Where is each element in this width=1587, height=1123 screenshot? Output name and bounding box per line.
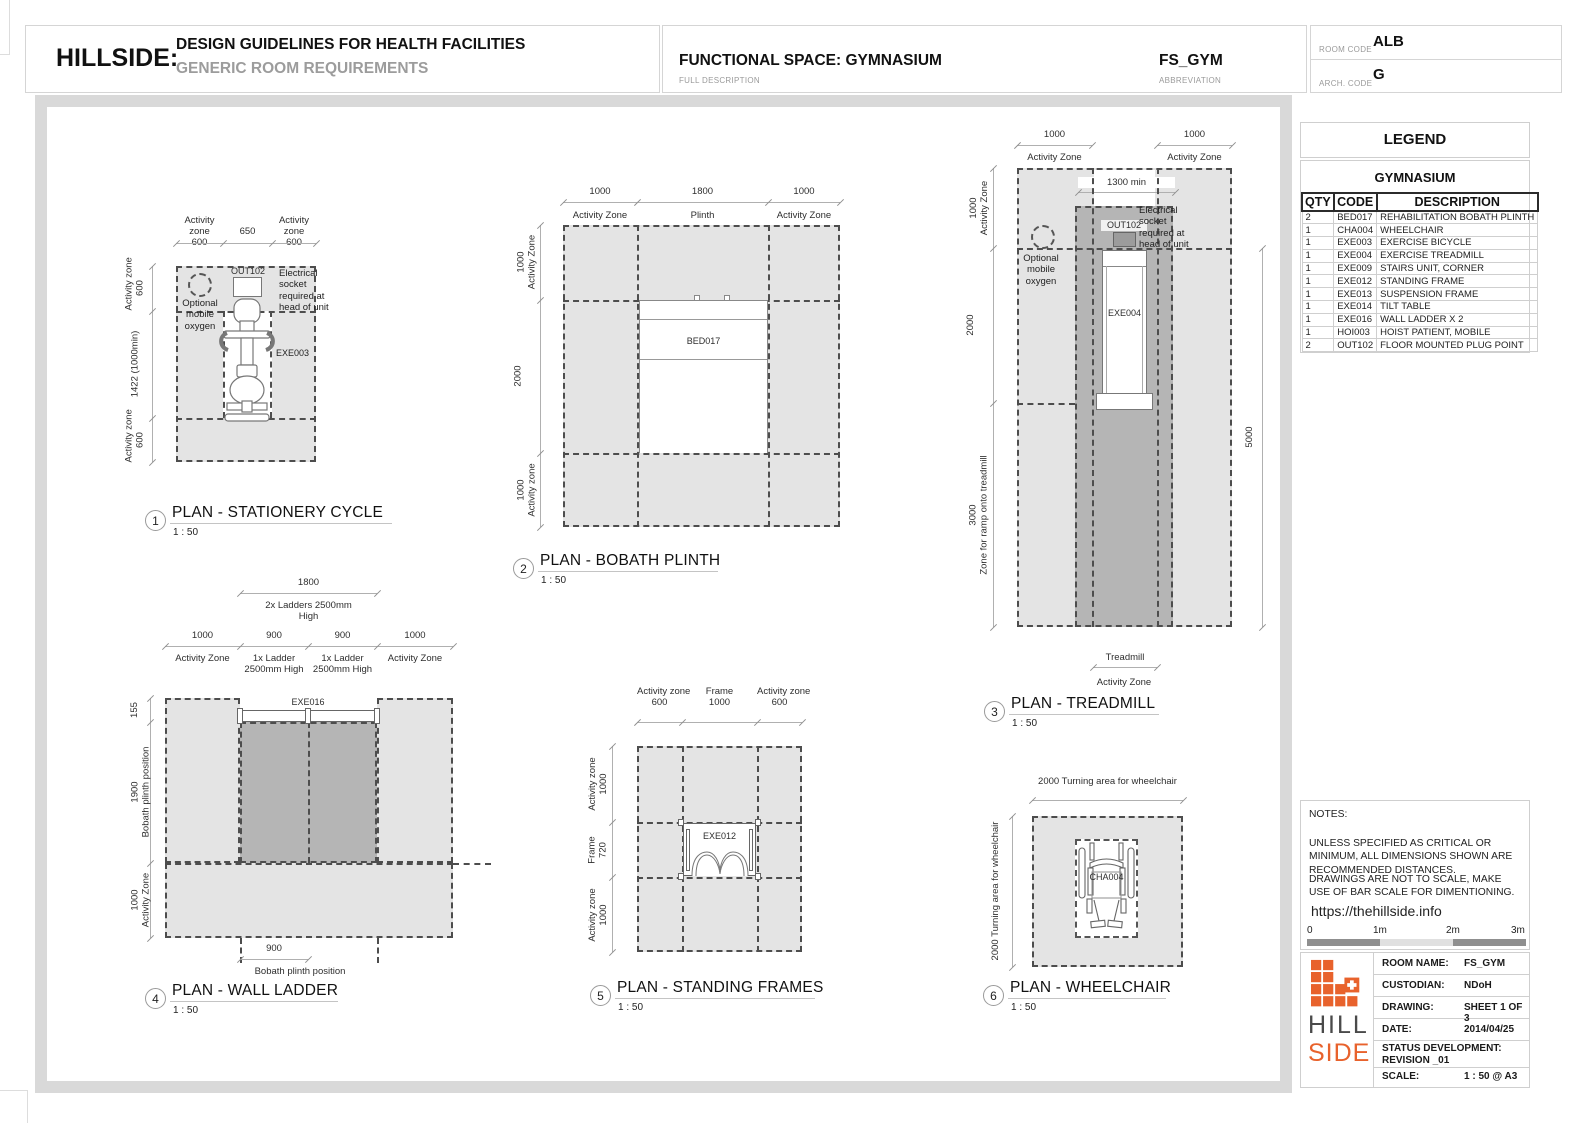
exercise-bicycle-glyph (218, 297, 276, 425)
scale-row (1374, 1068, 1530, 1087)
dim-label: 1800 (691, 186, 714, 197)
dim-label: Activity Zone (175, 653, 230, 664)
dim-label: 900 (266, 943, 282, 954)
legend-desc: REHABILITATION BOBATH PLINTH (1377, 211, 1538, 224)
logo-cell (1301, 953, 1374, 1087)
legend-row (1302, 301, 1538, 314)
bar-scale (1307, 925, 1526, 947)
legend-col-qty: QTY (1302, 193, 1334, 211)
legend-title-box (1300, 122, 1530, 158)
legend-code: OUT102 (1334, 339, 1377, 352)
legend-code: HOI003 (1334, 326, 1377, 339)
plan-number: 3 (984, 701, 1005, 722)
legend-desc: STAIRS UNIT, CORNER (1377, 262, 1538, 275)
status-label: STATUS DEVELOPMENT: (1382, 1043, 1502, 1054)
zone-divider (757, 746, 759, 952)
bar-scale-tick: 2m (1446, 925, 1460, 936)
title-block-row-value: NDoH (1464, 980, 1492, 991)
treadmill-glyph-platform (1096, 393, 1153, 410)
title-block-row-label: ROOM NAME: (1382, 958, 1449, 969)
activity-zone-left (165, 698, 240, 863)
dim-line (1012, 816, 1013, 967)
zone-divider (308, 722, 310, 863)
rail-post (237, 708, 243, 724)
dim-line (1032, 800, 1183, 801)
dim-line (1262, 248, 1263, 627)
dim-label: 2000 (512, 365, 524, 387)
dim-label: Activity Zone (572, 210, 628, 221)
legend-room-title: GYMNASIUM (1374, 170, 1456, 185)
dim-label: 1300 min (1078, 177, 1175, 188)
oxygen-circle (188, 273, 212, 297)
dim-label: 1000 Activity Zone (129, 872, 152, 928)
plan-standing-frames (565, 680, 855, 1015)
legend-code: EXE014 (1334, 301, 1377, 314)
dim-label: Treadmill (1105, 652, 1145, 663)
dim-line (540, 225, 541, 527)
full-description-label: FULL DESCRIPTION (679, 76, 760, 85)
equip-code: EXE004 (1107, 308, 1142, 318)
header-codes-box (1310, 25, 1562, 93)
title-block-row (1374, 975, 1530, 997)
legend-qty: 1 (1302, 301, 1334, 314)
legend-row (1302, 288, 1538, 301)
notes-paragraph: UNLESS SPECIFIED AS CRITICAL OR MINIMUM, ALL DIMENSIONS SHOWN ARE RECOMMENDED DISTANCES. (1309, 838, 1513, 876)
logo-text-side: SIDE (1308, 1039, 1371, 1067)
status-value: REVISION _01 (1382, 1055, 1450, 1066)
legend-row (1302, 339, 1538, 352)
plan-wheelchair (950, 760, 1220, 1015)
equip-code: EXE016 (291, 697, 325, 707)
dim-line (993, 168, 994, 627)
plan-number: 4 (145, 988, 166, 1009)
dim-label: Bobath plinth position (254, 966, 346, 977)
abbreviation-value: FS_GYM (1159, 52, 1223, 69)
plan-bobath-plinth (500, 180, 860, 600)
arch-code-row (1311, 60, 1561, 93)
legend-code: EXE012 (1334, 275, 1377, 288)
title-block-row (1374, 1019, 1530, 1041)
equip-code: CHA004 (1089, 872, 1124, 882)
legend-row (1302, 249, 1538, 262)
legend-qty: 1 (1302, 275, 1334, 288)
plan-treadmill (955, 125, 1270, 740)
legend-qty: 1 (1302, 313, 1334, 326)
title-block-row (1374, 953, 1530, 975)
zone-divider (1017, 403, 1075, 405)
plan-stationery-cycle (115, 200, 400, 545)
plan-scale: 1 : 50 (1012, 718, 1038, 729)
legend-qty: 1 (1302, 326, 1334, 339)
dim-line (240, 959, 308, 960)
notes-heading: NOTES: (1309, 809, 1348, 820)
dim-label: Activity Zone (776, 210, 832, 221)
dim-label: Activity zone 600 (123, 257, 146, 311)
dim-label: 1000 Activity Zone (515, 234, 538, 290)
plan-scale: 1 : 50 (618, 1002, 644, 1013)
legend-qty: 1 (1302, 249, 1334, 262)
doc-subtitle: GENERIC ROOM REQUIREMENTS (176, 60, 429, 77)
oxygen-note: Optional mobile oxygen (1023, 253, 1059, 287)
plan-title: PLAN - TREADMILL (1011, 695, 1156, 712)
plan-number: 2 (513, 558, 534, 579)
bar-scale-segment-dark (1307, 939, 1380, 946)
notes-paragraph: DRAWINGS ARE NOT TO SCALE, MAKE USE OF BAR SCALE FOR DIMENTIONING. (1309, 874, 1515, 899)
dim-label: 1000 (793, 186, 815, 197)
legend-row (1302, 262, 1538, 275)
legend-desc: WALL LADDER X 2 (1377, 313, 1538, 326)
header-functional-space-box (662, 25, 1307, 93)
room-code-row (1311, 26, 1561, 60)
legend-row (1302, 211, 1538, 224)
legend-desc: EXERCISE TREADMILL (1377, 249, 1538, 262)
dim-label: 1900 Bobath plinth position (129, 746, 152, 838)
dim-line (152, 266, 153, 462)
legend-qty: 1 (1302, 237, 1334, 250)
legend-qty: 2 (1302, 211, 1334, 224)
plan-scale: 1 : 50 (541, 575, 567, 586)
dim-label: 1000 (191, 630, 214, 641)
scale-label: SCALE: (1382, 1071, 1420, 1082)
zone-divider (1092, 168, 1094, 627)
plan-title: PLAN - WALL LADDER (172, 982, 339, 999)
plan-title: PLAN - STATIONERY CYCLE (172, 504, 384, 521)
doc-title: DESIGN GUIDELINES FOR HEALTH FACILITIES (176, 36, 526, 53)
out102-label: OUT102 (230, 266, 265, 276)
equip-code: EXE003 (276, 348, 310, 358)
logo-text-hill: HILL (1308, 1011, 1369, 1039)
dim-label: Activity Zone (1027, 152, 1082, 163)
dim-label: 3000 Zone for ramp onto treadmill (967, 455, 990, 575)
legend-desc: TILT TABLE (1377, 301, 1538, 314)
legend-qty: 1 (1302, 262, 1334, 275)
legend-desc: EXERCISE BICYCLE (1377, 237, 1538, 250)
plug-point (1113, 232, 1136, 247)
zone-divider (768, 225, 770, 527)
plug-point (233, 277, 262, 297)
electrical-note: Electrical socket required at head of unit (279, 268, 329, 314)
rail-post (305, 708, 311, 724)
dim-line (612, 746, 613, 952)
legend-code: BED017 (1334, 211, 1377, 224)
dim-label: Activity zone 600 (637, 686, 691, 709)
website-url: https://thehillside.info (1311, 903, 1442, 919)
treadmill-glyph-belt (1102, 250, 1147, 398)
dim-label: 1x Ladder 2500mm High (244, 653, 304, 676)
bar-scale-tick: 1m (1373, 925, 1387, 936)
zone-divider (377, 938, 379, 963)
dim-label: Activity zone 1000 (586, 888, 609, 942)
dim-label: 1000 Activity zone (515, 463, 538, 517)
legend-qty: 2 (1302, 339, 1334, 352)
legend-desc: FLOOR MOUNTED PLUG POINT (1377, 339, 1538, 352)
title-block-row-value: 2014/04/25 (1464, 1024, 1515, 1035)
title-block-row-label: DRAWING: (1382, 1002, 1434, 1013)
out102-label: OUT102 (1101, 220, 1147, 231)
plan-scale: 1 : 50 (173, 1005, 199, 1016)
bar-scale-segment-light (1380, 939, 1453, 946)
legend-desc: STANDING FRAME (1377, 275, 1538, 288)
plan-title: PLAN - WHEELCHAIR (1010, 979, 1172, 996)
dim-label: Plinth (690, 210, 715, 221)
dim-line (176, 243, 316, 244)
dim-label: 900 (266, 630, 282, 641)
dim-label: 1000 (404, 630, 426, 641)
legend-code: EXE003 (1334, 237, 1377, 250)
electrical-note: Electrical socket required at head of unit (1139, 205, 1189, 251)
legend-title: LEGEND (1383, 131, 1447, 148)
dim-label: 1422 (1000min) (129, 330, 141, 398)
legend-col-code: CODE (1334, 193, 1377, 211)
dim-label: 1800 (297, 577, 320, 588)
dim-label: 5000 (1244, 426, 1256, 448)
plan-wall-ladder (115, 575, 495, 1015)
dim-label: Activity zone 600 (278, 215, 310, 249)
legend-table-box (1300, 160, 1535, 353)
dim-label: 1000 Activity Zone (967, 180, 990, 236)
zone-divider-ext (453, 863, 491, 865)
dim-label: Activity zone 1000 (586, 757, 609, 811)
room-code-label: ROOM CODE (1319, 45, 1372, 54)
plan-scale: 1 : 50 (173, 527, 199, 538)
legend-row (1302, 275, 1538, 288)
zone-divider (563, 453, 840, 455)
abbreviation-label: ABBREVIATION (1159, 76, 1222, 85)
title-block-row (1374, 997, 1530, 1024)
title-block-row-label: DATE: (1382, 1024, 1412, 1035)
dim-label: 2000 (965, 314, 977, 336)
legend-code: EXE013 (1334, 288, 1377, 301)
scale-value: 1 : 50 @ A3 (1464, 1071, 1518, 1082)
fold-mark-top-left (0, 0, 10, 55)
equip-code: EXE012 (702, 831, 737, 841)
notes-box (1300, 800, 1530, 950)
dim-label: 1x Ladder 2500mm High (312, 653, 373, 676)
dim-line (637, 722, 802, 723)
arch-code-label: ARCH. CODE (1319, 79, 1373, 88)
title-block-rows (1374, 953, 1530, 1041)
oxygen-note: Optional mobile oxygen (182, 298, 218, 332)
dim-line (240, 593, 377, 594)
dim-line (563, 202, 840, 203)
title-block-row-label: CUSTODIAN: (1382, 980, 1445, 991)
legend-code: EXE016 (1334, 313, 1377, 326)
header-brand-box (25, 25, 660, 93)
title-block-row-value: SHEET 1 OF 3 (1464, 1002, 1523, 1024)
dim-label: Frame 1000 (705, 686, 734, 709)
legend-code: EXE004 (1334, 249, 1377, 262)
bar-scale-tick: 3m (1511, 925, 1525, 936)
legend-desc: HOIST PATIENT, MOBILE (1377, 326, 1538, 339)
dim-line (1157, 145, 1232, 146)
legend-code: EXE009 (1334, 262, 1377, 275)
plan-title: PLAN - BOBATH PLINTH (540, 552, 721, 569)
dim-label: Activity zone 600 (184, 215, 215, 249)
plan-number: 5 (590, 985, 611, 1006)
oxygen-circle (1031, 225, 1055, 249)
legend-qty: 1 (1302, 224, 1334, 237)
zone-divider (637, 877, 802, 879)
dim-label: Activity zone 600 (123, 409, 146, 463)
legend-desc: SUSPENSION FRAME (1377, 288, 1538, 301)
equip-code: BED017 (686, 336, 721, 346)
dim-label: 1000 (1043, 129, 1066, 140)
legend-row (1302, 326, 1538, 339)
dim-line (1017, 145, 1092, 146)
plan-number: 1 (145, 510, 166, 531)
activity-zone-right (377, 698, 453, 863)
dim-label: 1000 (589, 186, 611, 197)
dim-line (1093, 667, 1157, 668)
legend-desc: WHEELCHAIR (1377, 224, 1538, 237)
legend-row (1302, 224, 1538, 237)
plan-title: PLAN - STANDING FRAMES (617, 979, 824, 996)
dim-label: Frame 720 (586, 836, 609, 864)
dim-label: Activity zone 600 (757, 686, 811, 709)
dim-label: Activity Zone (1167, 152, 1222, 163)
hillside-logo-icon (1309, 959, 1365, 1011)
plan-number: 6 (983, 985, 1004, 1006)
activity-zone-bottom (165, 863, 453, 938)
dim-label: 900 (334, 630, 351, 641)
dim-label: Activity Zone (387, 653, 443, 664)
room-code-value: ALB (1373, 33, 1404, 50)
legend-col-desc: DESCRIPTION (1377, 193, 1538, 211)
bar-scale-tick: 0 (1307, 925, 1313, 936)
legend-row (1302, 313, 1538, 326)
legend-row (1302, 237, 1538, 250)
dim-label: 2x Ladders 2500mm High (265, 600, 352, 623)
title-block-row-value: FS_GYM (1464, 958, 1506, 969)
brand-logo-text: HILLSIDE: (56, 44, 179, 72)
dim-label: 650 (239, 226, 256, 237)
title-block (1300, 952, 1530, 1088)
plan-scale: 1 : 50 (1011, 1002, 1037, 1013)
dim-label: 155 (129, 702, 141, 718)
arch-code-value: G (1373, 66, 1385, 83)
wheelchair-glyph (1078, 842, 1135, 935)
functional-space-title: FUNCTIONAL SPACE: GYMNASIUM (679, 52, 942, 69)
legend-table (1301, 192, 1539, 352)
fold-mark-bottom-left (0, 1090, 28, 1123)
dim-label: 2000 Turning area for wheelchair (1038, 776, 1177, 787)
status-row (1374, 1041, 1530, 1068)
dim-label: Activity Zone (1096, 677, 1152, 688)
bobath-plinth-glyph (639, 300, 768, 453)
dim-label: 2000 Turning area for wheelchair (990, 821, 1002, 961)
dim-label: 1000 (1183, 129, 1206, 140)
legend-code: CHA004 (1334, 224, 1377, 237)
legend-qty: 1 (1302, 288, 1334, 301)
bar-scale-segment-dark (1453, 939, 1526, 946)
rail-post (374, 708, 380, 724)
